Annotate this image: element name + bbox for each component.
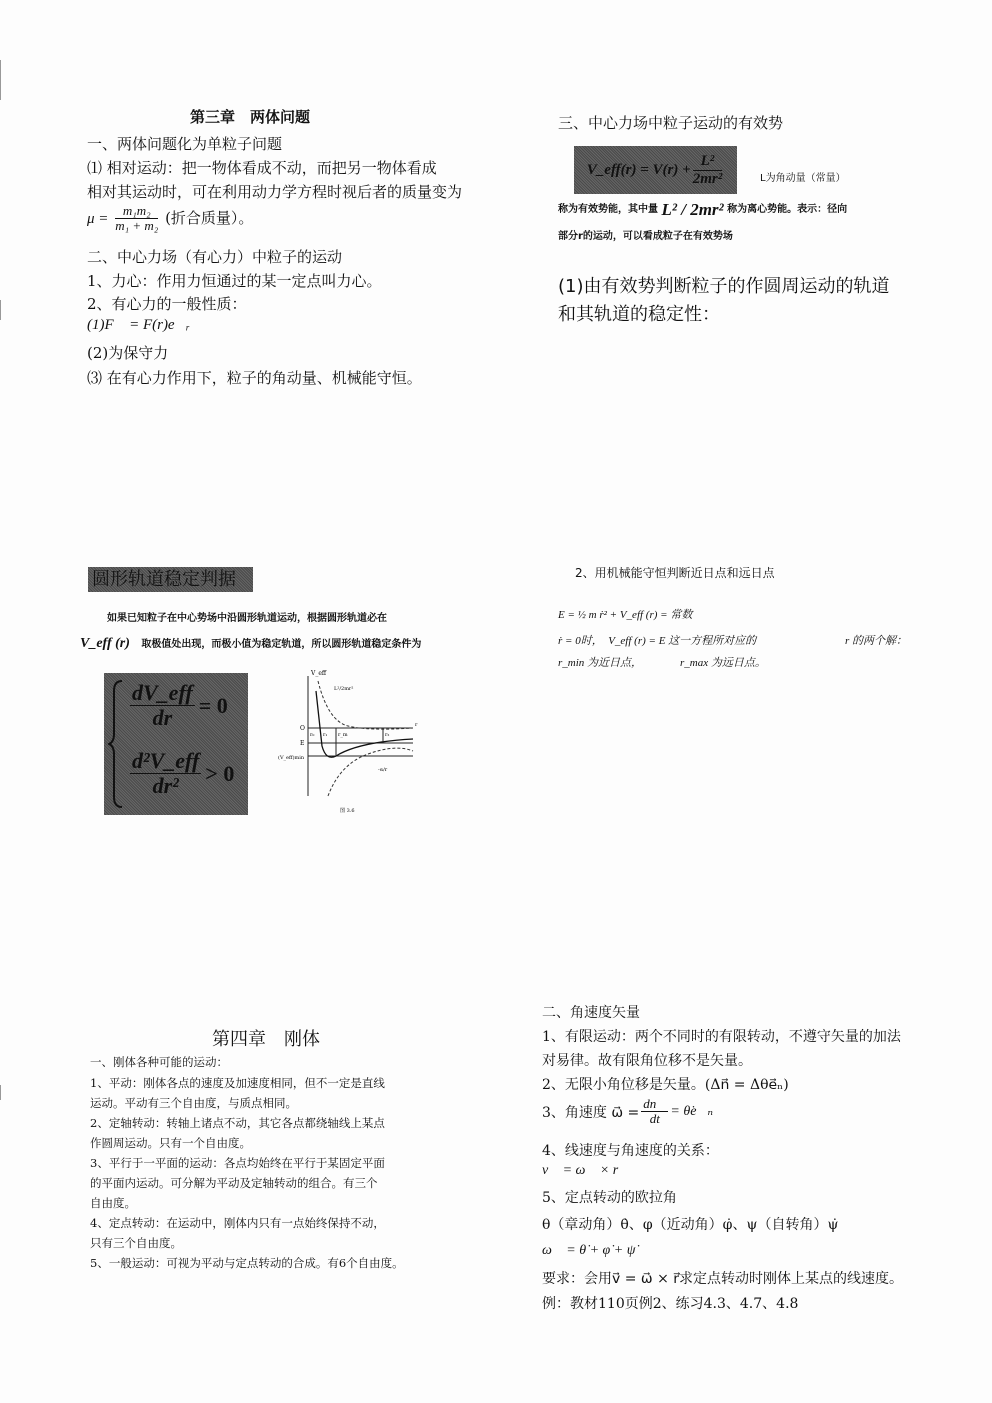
r-axis-label: r [415, 722, 418, 728]
numerator: L² [693, 153, 723, 171]
energy-equation: E = ½ m ṙ² + V_eff (r) = 常数 [558, 609, 693, 621]
formula-note: (折合质量）。 [165, 208, 254, 227]
text-line: 二、中心力场（有心力）中粒子的运动 [87, 248, 343, 266]
origin-label: O [300, 725, 305, 732]
chapter4-title: 第四章 刚体 [212, 1029, 320, 1050]
numerator: dV_eff [132, 680, 193, 705]
numerator: d²V_eff [132, 748, 200, 773]
text-line: 要求：会用v⃗ = ω⃗ × r⃗求定点转动时刚体上某点的线速度。 [542, 1271, 904, 1287]
text-line: ω⃗ = θ̇ + φ̇ + ψ̇ [542, 1243, 636, 1258]
centrifugal-formula: L² / 2mr² [661, 200, 724, 219]
denominator: 2mr² [692, 170, 723, 187]
denominator: dt [649, 1111, 660, 1127]
scan-margin-mark [0, 300, 1, 320]
text-line: 2、有心力的一般性质： [87, 295, 247, 313]
section-heading: 三、中心力场中粒子运动的有效势 [558, 114, 784, 132]
text-line: (2)为保守力 [87, 344, 169, 362]
denominator: dr² [152, 773, 179, 799]
text-line: 对易律。故有限角位移不是矢量。 [542, 1053, 752, 1069]
text-line: 5、定点转动的欧拉角 [542, 1190, 677, 1206]
curve-label: L²/2mr² [334, 686, 354, 692]
energy-label: E [300, 740, 305, 747]
text-line: 如果已知粒子在中心势场中沿圆形轨道运动，根据圆形轨道必在 [107, 613, 387, 624]
effective-potential-formula [574, 146, 737, 194]
scan-margin-mark [0, 1085, 1, 1100]
text-line: 2、无限小角位移是矢量。(Δn⃗ = Δθe⃗ₙ) [542, 1077, 789, 1093]
text-line-large: (1)由有效势判断粒子的作圆周运动的轨道 [558, 276, 890, 297]
section-heading: 二、角速度矢量 [542, 1005, 640, 1021]
text-line: 自由度。 [90, 1196, 136, 1210]
text-line: ṙ = 0时， V_eff (r) = E 这一方程所对应的 [558, 635, 757, 647]
fraction [115, 204, 158, 234]
numerator: dn⃗ [643, 1096, 667, 1111]
formula-suffix: = θ̇e⃗ₙ [670, 1104, 713, 1120]
text-part: 称为离心势能。表示：径向 [727, 204, 848, 215]
relation: = 0 [198, 692, 228, 718]
text-line: 运动。平动有三个自由度，与质点相同。 [90, 1096, 297, 1110]
text-line: 4、定点转动：在运动中，刚体内只有一点始终保持不动， [90, 1216, 385, 1230]
text-line: 相对其运动时，可在利用动力学方程时视后者的质量变为 [87, 183, 463, 201]
text-line: 的平面内运动。可分解为平动及定轴转动的组合。有三个 [90, 1176, 378, 1190]
text-line: r_max 为远日点。 [680, 657, 766, 669]
text-line: 5、一般运动：可视为平动与定点转动的合成。有6个自由度。 [90, 1256, 404, 1270]
text-line: 部分r的运动，可以看成粒子在有效势场 [558, 231, 733, 242]
fraction [130, 681, 195, 730]
formula-note: L为角动量（常量） [760, 173, 846, 184]
text-part: 称为有效势能，其中量 [558, 204, 658, 215]
text-part: 取极值处出现，而极小值为稳定轨道，所以圆形轨道稳定条件为 [141, 639, 422, 650]
text-line: ⑴ 相对运动：把一物体看成不动，而把另一物体看成 [87, 159, 437, 177]
text-line: 2、定轴转动：转轴上诸点不动，其它各点都绕轴线上某点 [90, 1116, 385, 1130]
text-line-large: 和其轨道的稳定性： [558, 304, 720, 325]
text-line: 例：教材110页例2、练习4.3、4.7、4.8 [542, 1296, 799, 1312]
condition-first-derivative [128, 681, 228, 730]
chapter3-title: 第三章 两体问题 [190, 108, 311, 126]
text-line [558, 199, 847, 221]
r0-label: r₀ [310, 732, 315, 738]
text-line [80, 635, 421, 652]
text-line: 1、平动：刚体各点的速度及加速度相同，但不一定是直线 [90, 1076, 385, 1090]
formula-lhs: μ = [87, 210, 109, 227]
text-line: 4、线速度与角速度的关系： [542, 1143, 719, 1159]
text-line: 只有三个自由度。 [90, 1236, 182, 1250]
scan-margin-mark [0, 60, 1, 100]
text-line: ⑶ 在有心力作用下，粒子的角动量、机械能守恒。 [87, 369, 422, 387]
fraction [641, 1097, 668, 1127]
text-line: r_min 为近日点， [558, 657, 643, 669]
text-line: θ（章动角）θ̇、φ（近动角）φ̇、ψ（自转角）ψ̇ [542, 1217, 839, 1233]
relation: > 0 [205, 760, 235, 786]
denominator: dr [152, 705, 173, 731]
figure-caption: 图 3.6 [340, 808, 355, 814]
r1-label: r₁ [323, 732, 328, 738]
denominator: m₁ + m₂ [115, 218, 159, 234]
formula-lhs: V_eff(r) = V(r) + [586, 161, 691, 178]
numerator: m₁m₂ [115, 204, 158, 219]
centrifugal-curve [318, 681, 413, 729]
text-line: 作圆周运动。只有一个自由度。 [90, 1136, 251, 1150]
angular-velocity-formula [542, 1097, 713, 1127]
text-line: v⃗ = ω⃗ × r⃗ [542, 1163, 630, 1178]
r2-label: r₂ [385, 732, 390, 738]
rm-label: r_m [338, 732, 348, 738]
veff-symbol: V_eff (r) [80, 636, 130, 651]
text-line: 一、刚体各种可能的运动： [90, 1055, 228, 1069]
stability-conditions [104, 673, 248, 815]
coulomb-curve [328, 748, 413, 796]
effective-potential-figure [278, 666, 428, 821]
min-label: (V_eff)min [278, 755, 305, 761]
text-line: (1)F⃗ = F(r)e⃗ᵣ [87, 317, 190, 333]
fraction [693, 153, 723, 187]
y-axis-label: V_eff [311, 670, 327, 677]
text-line: 一、两体问题化为单粒子问题 [87, 135, 283, 153]
text-line: 3、平行于一平面的运动：各点均始终在平行于某固定平面 [90, 1156, 385, 1170]
curve-label: -α/r [378, 767, 388, 773]
fraction [130, 749, 201, 798]
text-line: 1、有限运动：两个不同时的有限转动，不遵守矢量的加法 [542, 1029, 901, 1045]
brace-icon [108, 679, 124, 809]
condition-second-derivative [128, 749, 234, 798]
formula-prefix: 3、角速度 ω⃗ = [542, 1104, 640, 1121]
reduced-mass-formula [87, 204, 253, 234]
stability-banner: 圆形轨道稳定判据 [88, 567, 253, 592]
section-heading: 2、用机械能守恒判断近日点和远日点 [575, 566, 775, 580]
text-line: 1、力心：作用力恒通过的某一定点叫力心。 [87, 272, 382, 290]
text-line: r 的两个解： [845, 635, 908, 647]
veff-curve [316, 691, 413, 757]
